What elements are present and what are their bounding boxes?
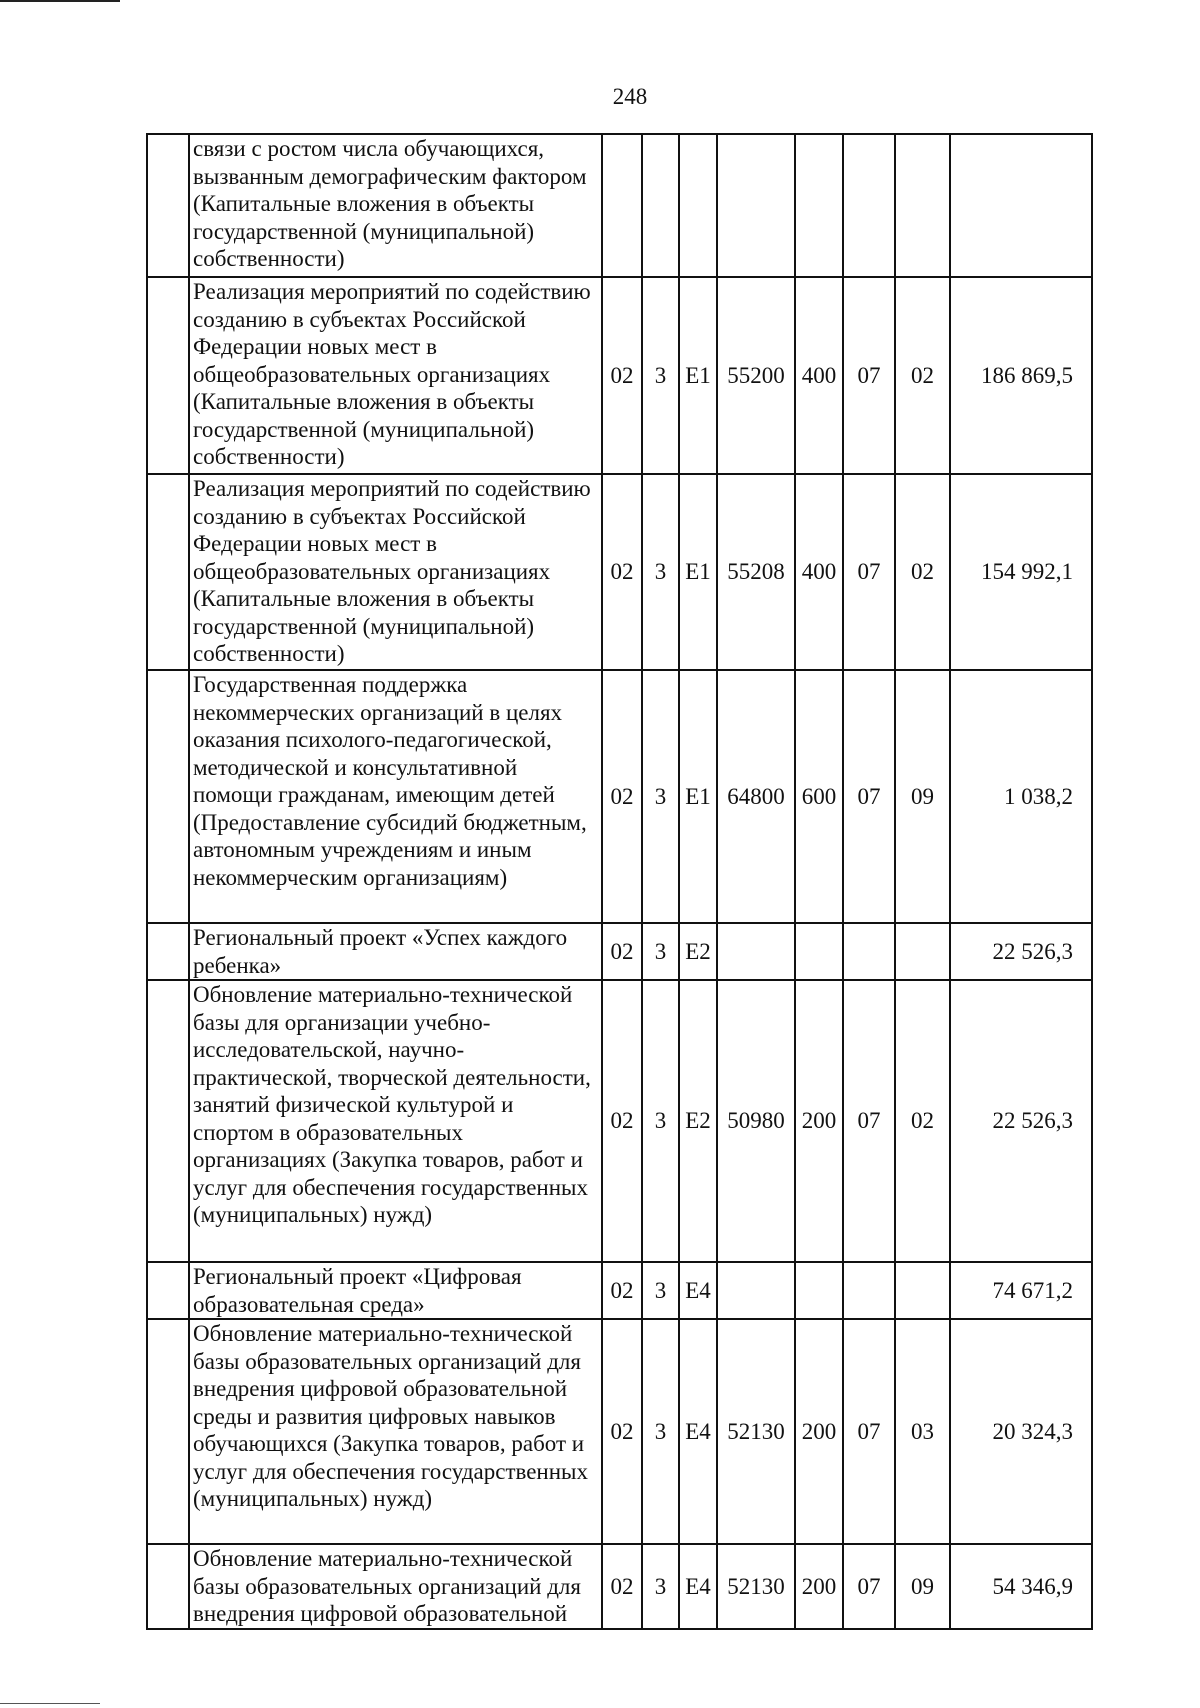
code-cell: 3	[642, 1319, 679, 1544]
empty-cell	[147, 1544, 189, 1629]
empty-cell	[147, 1262, 189, 1319]
code-cell: 400	[795, 474, 843, 670]
table-row	[147, 1262, 1092, 1319]
table-row	[147, 923, 1092, 980]
scan-edge-line	[0, 1703, 100, 1704]
row-description: Региональный проект «Успех каждого ребенка»	[189, 923, 602, 980]
row-description: Обновление материально-технической базы для организации учебно-исследовательской, научно-практической, творческой деятельности, занятий физической культурой и спортом в образовательных организациях (Закупка товаров, работ и услуг для обеспечения государственных (муниципальных) нужд)	[189, 980, 602, 1262]
table-row	[147, 474, 1092, 670]
code-cell: 02	[602, 1319, 642, 1544]
code-cell: 02	[895, 474, 950, 670]
empty-cell	[147, 923, 189, 980]
code-cell: E1	[679, 277, 717, 474]
amount-cell: 20 324,3	[950, 1319, 1092, 1544]
code-cell: 50980	[717, 980, 795, 1262]
code-cell: 3	[642, 1262, 679, 1319]
amount-cell: 54 346,9	[950, 1544, 1092, 1629]
code-cell: 200	[795, 1544, 843, 1629]
empty-cell	[147, 134, 189, 277]
code-cell: 64800	[717, 670, 795, 923]
code-cell: 55200	[717, 277, 795, 474]
code-cell: 07	[843, 277, 895, 474]
code-cell: E1	[679, 670, 717, 923]
code-cell: 200	[795, 1319, 843, 1544]
code-cell: 52130	[717, 1319, 795, 1544]
code-cell: 200	[795, 980, 843, 1262]
code-cell: 02	[602, 923, 642, 980]
code-cell: 03	[895, 1319, 950, 1544]
code-cell: 02	[602, 670, 642, 923]
code-cell: 07	[843, 670, 895, 923]
amount-cell	[950, 134, 1092, 277]
empty-cell	[147, 277, 189, 474]
code-cell: 400	[795, 277, 843, 474]
code-cell: 02	[895, 980, 950, 1262]
row-description: связи с ростом числа обучающихся, вызванным демографическим фактором (Капитальные вложения в объекты государственной (муниципальной) собственности)	[189, 134, 602, 277]
code-cell: 07	[843, 1319, 895, 1544]
code-cell	[717, 134, 795, 277]
amount-cell: 186 869,5	[950, 277, 1092, 474]
code-cell: 3	[642, 277, 679, 474]
amount-cell: 22 526,3	[950, 923, 1092, 980]
code-cell: 02	[602, 1262, 642, 1319]
empty-cell	[147, 670, 189, 923]
code-cell	[895, 923, 950, 980]
code-cell: E1	[679, 474, 717, 670]
code-cell: 55208	[717, 474, 795, 670]
empty-cell	[147, 474, 189, 670]
code-cell: 600	[795, 670, 843, 923]
row-description: Государственная поддержка некоммерческих организаций в целях оказания психолого-педагогической, методической и консультативной помощи гражданам, имеющим детей (Предоставление субсидий бюджетным, автономным учреждениям и иным некоммерческим организациям)	[189, 670, 602, 923]
code-cell: 02	[602, 474, 642, 670]
table-row	[147, 670, 1092, 923]
code-cell	[795, 1262, 843, 1319]
code-cell	[895, 134, 950, 277]
code-cell	[843, 923, 895, 980]
code-cell: E4	[679, 1319, 717, 1544]
code-cell: 02	[602, 1544, 642, 1629]
page-number: 248	[612, 84, 648, 109]
code-cell: 02	[602, 277, 642, 474]
code-cell: 07	[843, 474, 895, 670]
row-description: Реализация мероприятий по содействию созданию в субъектах Российской Федерации новых мест в общеобразовательных организациях (Капитальные вложения в объекты государственной (муниципальной) собственности)	[189, 474, 602, 670]
amount-cell: 22 526,3	[950, 980, 1092, 1262]
code-cell: 02	[895, 277, 950, 474]
table-row	[147, 277, 1092, 474]
code-cell: E2	[679, 923, 717, 980]
code-cell	[717, 1262, 795, 1319]
code-cell: E4	[679, 1544, 717, 1629]
budget-table	[146, 133, 1093, 1630]
code-cell	[679, 134, 717, 277]
table-row	[147, 1319, 1092, 1544]
code-cell	[795, 923, 843, 980]
table-row	[147, 1544, 1092, 1629]
code-cell: 07	[843, 980, 895, 1262]
code-cell	[843, 134, 895, 277]
table-row	[147, 134, 1092, 277]
code-cell: 09	[895, 670, 950, 923]
code-cell: 02	[602, 980, 642, 1262]
empty-cell	[147, 1319, 189, 1544]
code-cell: 07	[843, 1544, 895, 1629]
code-cell: 3	[642, 474, 679, 670]
code-cell	[895, 1262, 950, 1319]
empty-cell	[147, 980, 189, 1262]
row-description: Реализация мероприятий по содействию созданию в субъектах Российской Федерации новых мест в общеобразовательных организациях (Капитальные вложения в объекты государственной (муниципальной) собственности)	[189, 277, 602, 474]
amount-cell: 154 992,1	[950, 474, 1092, 670]
amount-cell: 74 671,2	[950, 1262, 1092, 1319]
code-cell: 3	[642, 1544, 679, 1629]
amount-cell: 1 038,2	[950, 670, 1092, 923]
code-cell	[795, 134, 843, 277]
code-cell: E4	[679, 1262, 717, 1319]
table-row	[147, 980, 1092, 1262]
code-cell	[717, 923, 795, 980]
code-cell: 3	[642, 980, 679, 1262]
code-cell: 3	[642, 923, 679, 980]
code-cell: E2	[679, 980, 717, 1262]
code-cell: 09	[895, 1544, 950, 1629]
code-cell	[843, 1262, 895, 1319]
code-cell: 52130	[717, 1544, 795, 1629]
row-description: Обновление материально-технической базы образовательных организаций для внедрения цифровой образовательной	[189, 1544, 602, 1629]
code-cell	[602, 134, 642, 277]
row-description: Обновление материально-технической базы образовательных организаций для внедрения цифровой образовательной среды и развития цифровых навыков обучающихся (Закупка товаров, работ и услуг для обеспечения государственных (муниципальных) нужд)	[189, 1319, 602, 1544]
code-cell: 3	[642, 670, 679, 923]
row-description: Региональный проект «Цифровая образовательная среда»	[189, 1262, 602, 1319]
scan-edge-line	[0, 0, 120, 2]
code-cell	[642, 134, 679, 277]
